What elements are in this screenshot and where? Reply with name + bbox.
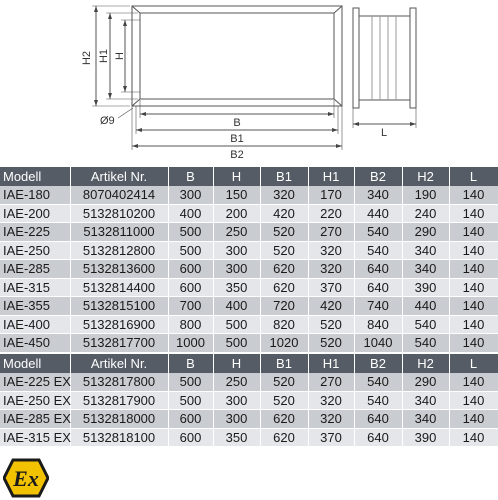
model-cell: IAE-250 (0, 241, 70, 260)
dimension-cell: 340 (402, 260, 449, 279)
model-cell: IAE-400 (0, 315, 70, 334)
dimension-cell: 440 (354, 204, 402, 223)
table-row (0, 204, 498, 223)
dimension-cell: 140 (449, 204, 498, 223)
header-cell: H2 (402, 354, 449, 373)
dimension-cell: 520 (260, 391, 308, 410)
article-number-cell: 5132815100 (70, 297, 168, 316)
dimension-cell: 540 (402, 334, 449, 353)
table-row (0, 241, 498, 260)
header-cell: B (168, 354, 213, 373)
dimension-cell: 140 (449, 241, 498, 260)
dimension-cell: 150 (213, 186, 260, 205)
dimension-cell: 620 (260, 410, 308, 429)
dimension-cell: 500 (168, 373, 213, 392)
inner-opening (140, 13, 334, 99)
dimension-cell: 520 (260, 223, 308, 242)
dim-b-label: B (233, 117, 241, 129)
dimension-cell: 140 (449, 297, 498, 316)
dim-hole-label: Ø9 (100, 115, 115, 127)
dimension-cell: 240 (402, 204, 449, 223)
header-cell: B1 (260, 167, 308, 186)
header-cell: Artikel Nr. (70, 354, 168, 373)
dimension-cell: 500 (168, 223, 213, 242)
models-table (0, 167, 498, 353)
article-number-cell: 5132817800 (70, 373, 168, 392)
table-row (0, 223, 498, 242)
dimension-cell: 400 (213, 297, 260, 316)
dimension-cell: 540 (354, 373, 402, 392)
dimension-cell: 540 (354, 241, 402, 260)
dimension-cell: 540 (402, 315, 449, 334)
dimension-cell: 300 (213, 410, 260, 429)
dimension-cell: 640 (354, 278, 402, 297)
side-view-flange-left (353, 8, 359, 108)
dimension-cell: 620 (260, 278, 308, 297)
dimension-cell: 270 (308, 373, 354, 392)
dimension-cell: 300 (213, 241, 260, 260)
article-number-cell: 5132814400 (70, 278, 168, 297)
table-row (0, 391, 498, 410)
table-row (0, 186, 498, 205)
article-number-cell: 5132811000 (70, 223, 168, 242)
dimension-cell: 290 (402, 373, 449, 392)
header-cell: L (449, 167, 498, 186)
table-header-row (0, 167, 498, 186)
dimension-cell: 520 (308, 334, 354, 353)
header-cell: B (168, 167, 213, 186)
dimension-cell: 500 (213, 315, 260, 334)
dimension-cell: 640 (354, 410, 402, 429)
dimension-cell: 640 (354, 428, 402, 447)
dimension-cell: 340 (402, 410, 449, 429)
table-row (0, 410, 498, 429)
model-cell: IAE-250 EX (0, 391, 70, 410)
dimension-cell: 350 (213, 428, 260, 447)
dimension-cell: 600 (168, 428, 213, 447)
dim-b1-label: B1 (230, 133, 244, 145)
dim-l-label: L (380, 127, 388, 139)
dimension-cell: 320 (260, 186, 308, 205)
dimension-cell: 320 (308, 410, 354, 429)
model-cell: IAE-450 (0, 334, 70, 353)
dimension-cell: 140 (449, 315, 498, 334)
ex-logo-text: Ex (13, 466, 39, 491)
model-cell: IAE-315 EX (0, 428, 70, 447)
dimension-cell: 400 (168, 204, 213, 223)
dimension-cell: 620 (260, 428, 308, 447)
dimension-cell: 200 (213, 204, 260, 223)
article-number-cell: 5132818000 (70, 410, 168, 429)
dimension-cell: 340 (402, 391, 449, 410)
dimension-cell: 390 (402, 278, 449, 297)
dimension-cell: 250 (213, 373, 260, 392)
dimension-cell: 620 (260, 260, 308, 279)
dimension-cell: 500 (213, 334, 260, 353)
dimension-cell: 390 (402, 428, 449, 447)
model-cell: IAE-285 (0, 260, 70, 279)
dimension-cell: 370 (308, 428, 354, 447)
header-cell: H1 (308, 354, 354, 373)
dimension-cell: 600 (168, 278, 213, 297)
dimension-cell: 340 (354, 186, 402, 205)
dimension-cell: 440 (402, 297, 449, 316)
dimension-cell: 140 (449, 334, 498, 353)
table-row (0, 334, 498, 353)
header-cell: B2 (354, 167, 402, 186)
dimension-cell: 290 (402, 223, 449, 242)
ex-atex-icon (3, 458, 49, 498)
dimension-cell: 140 (449, 428, 498, 447)
dimension-cell: 500 (168, 241, 213, 260)
dimension-cell: 1020 (260, 334, 308, 353)
dimension-cell: 140 (449, 278, 498, 297)
dimension-cell: 700 (168, 297, 213, 316)
article-number-cell: 5132817900 (70, 391, 168, 410)
article-number-cell: 5132810200 (70, 204, 168, 223)
dimension-cell: 190 (402, 186, 449, 205)
model-cell: IAE-315 (0, 278, 70, 297)
dimension-cell: 140 (449, 260, 498, 279)
table-row (0, 428, 498, 447)
side-view-flange-right (410, 8, 416, 108)
dimension-cell: 300 (168, 186, 213, 205)
dimension-cell: 520 (260, 373, 308, 392)
header-cell: H1 (308, 167, 354, 186)
model-cell: IAE-285 EX (0, 410, 70, 429)
dimension-cell: 320 (308, 260, 354, 279)
table-row (0, 315, 498, 334)
dim-b2-label: B2 (230, 149, 244, 161)
dimension-cell: 740 (354, 297, 402, 316)
article-number-cell: 5132816900 (70, 315, 168, 334)
table-header-row (0, 354, 498, 373)
dimension-cell: 220 (308, 204, 354, 223)
dimension-cell: 540 (354, 391, 402, 410)
dimension-cell: 520 (260, 241, 308, 260)
table-row (0, 278, 498, 297)
article-number-cell: 5132817700 (70, 334, 168, 353)
model-cell: IAE-225 (0, 223, 70, 242)
table-row (0, 260, 498, 279)
outer-flange (132, 6, 342, 106)
dimension-cell: 640 (354, 260, 402, 279)
article-number-cell: 5132818100 (70, 428, 168, 447)
dimension-cell: 520 (308, 315, 354, 334)
header-cell: Modell (0, 167, 70, 186)
dimension-cell: 340 (402, 241, 449, 260)
table-row (0, 297, 498, 316)
header-cell: Modell (0, 354, 70, 373)
dim-h2-label: H2 (81, 50, 93, 66)
dimension-cell: 140 (449, 223, 498, 242)
header-cell: B1 (260, 354, 308, 373)
dimension-cell: 350 (213, 278, 260, 297)
dimension-cell: 1040 (354, 334, 402, 353)
article-number-cell: 8070402414 (70, 186, 168, 205)
dimension-cell: 300 (213, 391, 260, 410)
dimension-cell: 540 (354, 223, 402, 242)
ex-models-table (0, 354, 498, 447)
model-cell: IAE-180 (0, 186, 70, 205)
dimension-cell: 270 (308, 223, 354, 242)
dimension-cell: 1000 (168, 334, 213, 353)
dimension-cell: 420 (260, 204, 308, 223)
dimension-cell: 320 (308, 391, 354, 410)
dimension-cell: 140 (449, 410, 498, 429)
dimension-cell: 140 (449, 186, 498, 205)
header-cell: H2 (402, 167, 449, 186)
header-cell: L (449, 354, 498, 373)
dimension-cell: 320 (308, 241, 354, 260)
article-number-cell: 5132812800 (70, 241, 168, 260)
model-cell: IAE-355 (0, 297, 70, 316)
dim-h1-label: H1 (98, 48, 110, 64)
header-cell: H (213, 354, 260, 373)
dimension-cell: 720 (260, 297, 308, 316)
dimension-cell: 500 (168, 391, 213, 410)
dimension-cell: 800 (168, 315, 213, 334)
technical-drawing (0, 0, 498, 166)
dimension-cell: 140 (449, 373, 498, 392)
header-cell: B2 (354, 354, 402, 373)
dimension-cell: 370 (308, 278, 354, 297)
dimension-cell: 840 (354, 315, 402, 334)
article-number-cell: 5132813600 (70, 260, 168, 279)
dimension-cell: 600 (168, 260, 213, 279)
dimension-cell: 250 (213, 223, 260, 242)
dimension-cell: 820 (260, 315, 308, 334)
table-row (0, 373, 498, 392)
dimension-cell: 600 (168, 410, 213, 429)
header-cell: Artikel Nr. (70, 167, 168, 186)
header-cell: H (213, 167, 260, 186)
dim-h-label: H (114, 52, 126, 60)
dimension-cell: 170 (308, 186, 354, 205)
model-cell: IAE-225 EX (0, 373, 70, 392)
dimension-cell: 300 (213, 260, 260, 279)
dimension-cell: 140 (449, 391, 498, 410)
dimension-cell: 420 (308, 297, 354, 316)
model-cell: IAE-200 (0, 204, 70, 223)
